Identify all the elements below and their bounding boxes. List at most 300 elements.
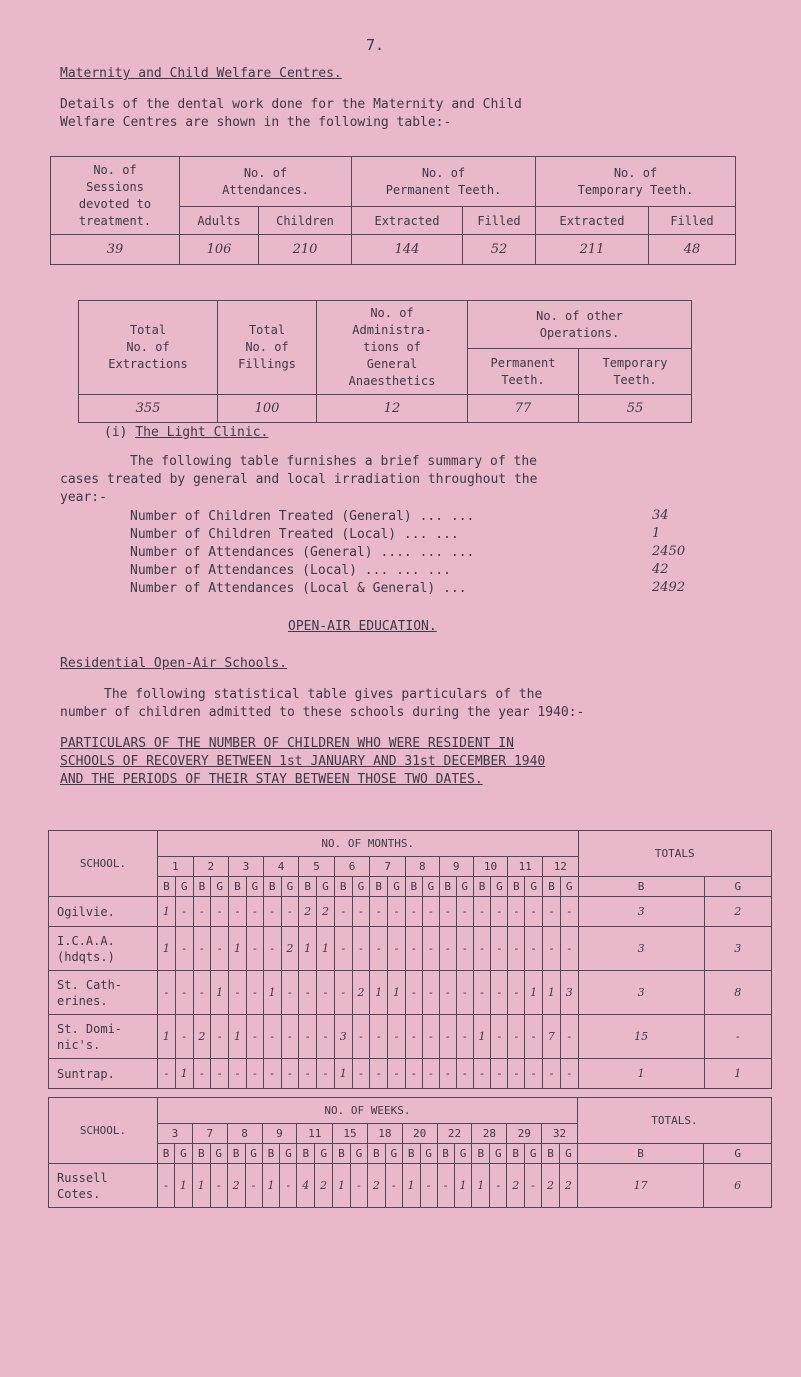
- count-cell: -: [491, 927, 508, 971]
- table-row: [49, 1059, 772, 1089]
- girls-header: G: [211, 877, 229, 897]
- count-cell: 1: [388, 971, 406, 1015]
- total-girls-cell: 6: [704, 1164, 772, 1208]
- count-cell: -: [334, 927, 352, 971]
- count-cell: 7: [543, 1015, 561, 1059]
- school-header: SCHOOL.: [49, 831, 158, 897]
- fillings-header: [218, 301, 317, 395]
- count-cell: -: [525, 1015, 543, 1059]
- count-cell: -: [317, 971, 335, 1015]
- count-cell: -: [211, 897, 229, 927]
- month-header: 2: [193, 857, 229, 877]
- other-operations-header: [468, 301, 692, 349]
- girls-header: G: [352, 877, 370, 897]
- count-cell: -: [560, 1015, 578, 1059]
- week-header: 11: [297, 1124, 333, 1144]
- intro-line-1: Details of the dental work done for the Maternity and Child: [60, 97, 522, 112]
- count-cell: 1: [333, 1164, 351, 1208]
- count-cell: 1: [229, 927, 247, 971]
- count-cell: -: [229, 1059, 247, 1089]
- month-header: 6: [334, 857, 370, 877]
- week-header: 18: [367, 1124, 402, 1144]
- total-boys-cell: 3: [578, 971, 704, 1015]
- month-header: 5: [299, 857, 335, 877]
- open-air-heading: OPEN-AIR EDUCATION.: [288, 619, 437, 634]
- girls-header: G: [490, 1144, 507, 1164]
- girls-header: G: [280, 1144, 297, 1164]
- count-cell: -: [473, 971, 491, 1015]
- light-clinic-heading-line: [104, 425, 268, 440]
- header-line: Sessions: [86, 179, 144, 194]
- count-cell: -: [388, 927, 406, 971]
- light-clinic-label: Number of Attendances (Local & General) ...: [130, 581, 467, 596]
- count-cell: -: [263, 897, 281, 927]
- boys-header: B: [402, 1144, 420, 1164]
- count-cell: 1: [473, 1015, 491, 1059]
- light-clinic-label: Number of Attendances (Local) ... ... ...: [130, 563, 451, 578]
- school-name-line: (hdqts.): [57, 949, 115, 964]
- count-cell: 1: [262, 1164, 280, 1208]
- count-cell: -: [388, 1059, 406, 1089]
- count-cell: -: [560, 1059, 578, 1089]
- girls-header: G: [175, 877, 193, 897]
- girls-header: G: [210, 1144, 227, 1164]
- count-cell: -: [405, 1059, 422, 1089]
- count-cell: -: [543, 897, 561, 927]
- count-cell: -: [352, 897, 370, 927]
- boys-header: B: [297, 1144, 315, 1164]
- count-cell: -: [370, 1059, 388, 1089]
- count-cell: -: [175, 1015, 193, 1059]
- count-cell: -: [158, 1059, 176, 1089]
- count-cell: -: [193, 927, 211, 971]
- school-header: SCHOOL.: [49, 1098, 158, 1164]
- boys-header: B: [473, 877, 491, 897]
- residential-intro-2: number of children admitted to these schools during the year 1940:-: [60, 705, 585, 720]
- count-cell: -: [560, 897, 578, 927]
- light-clinic-value: 2450: [652, 544, 686, 559]
- header-line: No. of: [245, 340, 289, 354]
- count-cell: 1: [158, 897, 176, 927]
- light-clinic-value: 1: [652, 526, 661, 541]
- header-line: Fillings: [238, 357, 296, 371]
- weeks-header: NO. OF WEEKS.: [158, 1098, 578, 1124]
- school-name: [49, 927, 158, 971]
- count-cell: -: [334, 897, 352, 927]
- count-cell: -: [350, 1164, 367, 1208]
- girls-header: G: [388, 877, 406, 897]
- weeks-table: [48, 1097, 772, 1208]
- count-cell: -: [525, 897, 543, 927]
- count-cell: 2: [299, 897, 317, 927]
- residential-intro-1: The following statistical table gives particulars of the: [104, 687, 543, 702]
- count-cell: 1: [334, 1059, 352, 1089]
- count-cell: -: [263, 1059, 281, 1089]
- count-cell: -: [422, 927, 439, 971]
- sessions-header: [51, 157, 180, 235]
- sub-header: Adults: [180, 207, 259, 235]
- week-header: 28: [472, 1124, 507, 1144]
- month-header: 1: [158, 857, 194, 877]
- count-cell: -: [246, 1015, 263, 1059]
- girls-header: G: [560, 877, 578, 897]
- count-cell: -: [211, 1015, 229, 1059]
- count-cell: 1: [158, 927, 176, 971]
- count-cell: 1: [175, 1164, 193, 1208]
- count-cell: -: [211, 1059, 229, 1089]
- totals-header: TOTALS.: [577, 1098, 771, 1144]
- attendances-header: [180, 157, 352, 207]
- count-cell: -: [245, 1164, 262, 1208]
- boys-header: B: [439, 877, 456, 897]
- count-cell: 1: [158, 1015, 176, 1059]
- count-cell: -: [246, 1059, 263, 1089]
- count-cell: -: [456, 1059, 473, 1089]
- month-header: 12: [543, 857, 579, 877]
- week-header: 22: [437, 1124, 472, 1144]
- total-girls-cell: 2: [704, 897, 771, 927]
- count-cell: -: [317, 1015, 335, 1059]
- count-cell: -: [473, 927, 491, 971]
- count-cell: -: [456, 1015, 473, 1059]
- count-cell: -: [193, 1059, 211, 1089]
- boys-header: B: [508, 877, 525, 897]
- count-cell: -: [508, 1015, 525, 1059]
- count-cell: 1: [370, 971, 388, 1015]
- count-cell: -: [422, 971, 439, 1015]
- count-cell: -: [491, 971, 508, 1015]
- header-line: Extractions: [108, 357, 188, 371]
- count-cell: 1: [454, 1164, 472, 1208]
- count-cell: 2: [367, 1164, 385, 1208]
- count-cell: -: [370, 927, 388, 971]
- count-cell: -: [175, 927, 193, 971]
- girls-header: G: [456, 877, 473, 897]
- count-cell: -: [525, 1059, 543, 1089]
- school-name-line: nic's.: [57, 1037, 101, 1052]
- count-cell: 1: [472, 1164, 490, 1208]
- particulars-heading-1: PARTICULARS OF THE NUMBER OF CHILDREN WHO WERE RESIDENT IN: [60, 736, 514, 751]
- boys-header: B: [370, 877, 388, 897]
- boys-header: B: [472, 1144, 490, 1164]
- boys-header: B: [405, 877, 422, 897]
- page-number: 7.: [366, 36, 385, 54]
- light-clinic-intro-3: year:-: [60, 490, 107, 505]
- count-cell: 1: [229, 1015, 247, 1059]
- count-cell: -: [473, 1059, 491, 1089]
- count-cell: 2: [193, 1015, 211, 1059]
- count-cell: -: [456, 971, 473, 1015]
- boys-header: B: [158, 877, 176, 897]
- week-header: 8: [227, 1124, 262, 1144]
- month-header: 4: [263, 857, 299, 877]
- sub-header: Extracted: [352, 207, 463, 235]
- count-cell: -: [229, 897, 247, 927]
- light-clinic-intro-1: The following table furnishes a brief summary of the: [130, 454, 537, 469]
- count-cell: 1: [543, 971, 561, 1015]
- count-cell: 2: [315, 1164, 333, 1208]
- count-cell: -: [405, 1015, 422, 1059]
- count-cell: -: [175, 897, 193, 927]
- boys-header: B: [227, 1144, 245, 1164]
- boys-header: B: [507, 1144, 525, 1164]
- count-cell: -: [317, 1059, 335, 1089]
- header-line: No. of: [421, 165, 466, 180]
- school-name: [49, 1059, 158, 1089]
- count-cell: 1: [192, 1164, 210, 1208]
- month-header: 9: [439, 857, 473, 877]
- light-clinic-heading: The Light Clinic.: [135, 425, 269, 440]
- count-cell: -: [175, 971, 193, 1015]
- header-line: Total: [248, 323, 286, 337]
- school-name-line: Russell: [57, 1170, 108, 1185]
- count-cell: -: [422, 1059, 439, 1089]
- count-cell: -: [246, 897, 263, 927]
- count-cell: -: [193, 897, 211, 927]
- count-cell: -: [439, 1015, 456, 1059]
- boys-header: B: [263, 877, 281, 897]
- school-name-line: St. Domi-: [57, 1021, 123, 1036]
- count-cell: -: [299, 971, 317, 1015]
- count-cell: -: [352, 1059, 370, 1089]
- months-table: [48, 830, 772, 1089]
- light-clinic-value: 2492: [652, 580, 686, 595]
- week-header: 20: [402, 1124, 437, 1144]
- months-header: NO. OF MONTHS.: [158, 831, 579, 857]
- count-cell: -: [543, 1059, 561, 1089]
- count-cell: -: [281, 971, 299, 1015]
- week-header: 32: [542, 1124, 578, 1144]
- count-cell: -: [281, 897, 299, 927]
- girls-header: G: [315, 1144, 333, 1164]
- header-line: Anaesthetics: [348, 374, 436, 388]
- residential-heading: Residential Open-Air Schools.: [60, 656, 287, 671]
- temporary-teeth-subheader: [579, 349, 692, 395]
- header-line: devoted to: [78, 196, 152, 211]
- count-cell: 1: [175, 1059, 193, 1089]
- count-cell: -: [456, 927, 473, 971]
- count-cell: -: [281, 1059, 299, 1089]
- count-cell: -: [246, 971, 263, 1015]
- school-name-line: Suntrap.: [57, 1066, 115, 1081]
- count-cell: -: [439, 1059, 456, 1089]
- header-line: General: [366, 357, 418, 371]
- count-cell: -: [490, 1164, 507, 1208]
- count-cell: -: [388, 897, 406, 927]
- count-cell: -: [508, 927, 525, 971]
- count-cell: -: [491, 1015, 508, 1059]
- count-cell: -: [193, 971, 211, 1015]
- count-cell: 2: [352, 971, 370, 1015]
- header-line: Attendances.: [222, 182, 309, 197]
- sub-header: Filled: [463, 207, 536, 235]
- boys-header: B: [367, 1144, 385, 1164]
- header-line: Permanent: [490, 355, 556, 370]
- value-cell: 355: [79, 395, 218, 423]
- count-cell: 2: [281, 927, 299, 971]
- total-boys-cell: 17: [577, 1164, 704, 1208]
- header-line: Teeth.: [501, 372, 545, 387]
- count-cell: -: [385, 1164, 402, 1208]
- month-header: 8: [405, 857, 439, 877]
- school-name-line: St. Cath-: [57, 977, 123, 992]
- girls-header: G: [175, 1144, 193, 1164]
- count-cell: -: [229, 971, 247, 1015]
- total-girls-cell: 8: [704, 971, 771, 1015]
- count-cell: -: [405, 897, 422, 927]
- count-cell: -: [491, 897, 508, 927]
- girls-header: G: [245, 1144, 262, 1164]
- count-cell: 1: [525, 971, 543, 1015]
- intro-line-2: Welfare Centres are shown in the following table:-: [60, 115, 452, 130]
- table-row: [49, 971, 772, 1015]
- count-cell: -: [508, 971, 525, 1015]
- count-cell: -: [370, 1015, 388, 1059]
- header-line: Operations.: [539, 325, 620, 340]
- count-cell: -: [263, 927, 281, 971]
- girls-header: G: [491, 877, 508, 897]
- week-header: 9: [262, 1124, 297, 1144]
- count-cell: -: [352, 1015, 370, 1059]
- total-girls-cell: 1: [704, 1059, 771, 1089]
- boys-header: B: [192, 1144, 210, 1164]
- count-cell: -: [388, 1015, 406, 1059]
- sub-header: Filled: [649, 207, 736, 235]
- count-cell: -: [560, 927, 578, 971]
- count-cell: -: [420, 1164, 437, 1208]
- header-line: Administra-: [352, 323, 432, 337]
- count-cell: 2: [559, 1164, 577, 1208]
- count-cell: -: [508, 897, 525, 927]
- extractions-header: [79, 301, 218, 395]
- count-cell: -: [422, 897, 439, 927]
- temporary-teeth-header: [536, 157, 736, 207]
- week-header: 15: [333, 1124, 368, 1144]
- header-line: Temporary Teeth.: [577, 182, 694, 197]
- count-cell: -: [439, 971, 456, 1015]
- total-girls-cell: -: [704, 1015, 771, 1059]
- count-cell: 1: [299, 927, 317, 971]
- light-clinic-label: Number of Children Treated (Local) ... ...: [130, 527, 459, 542]
- count-cell: -: [437, 1164, 454, 1208]
- count-cell: -: [246, 927, 263, 971]
- school-name: [49, 1164, 158, 1208]
- header-line: Total: [129, 323, 167, 337]
- value-cell: 211: [536, 235, 649, 265]
- week-header: 29: [507, 1124, 542, 1144]
- value-cell: 12: [317, 395, 468, 423]
- value-cell: 39: [51, 235, 180, 265]
- count-cell: -: [263, 1015, 281, 1059]
- count-cell: 1: [211, 971, 229, 1015]
- count-cell: -: [281, 1015, 299, 1059]
- count-cell: -: [158, 971, 176, 1015]
- boys-header: B: [158, 1144, 175, 1164]
- header-line: treatment.: [78, 213, 152, 228]
- girls-header: G: [454, 1144, 472, 1164]
- particulars-heading-2: SCHOOLS OF RECOVERY BETWEEN 1st JANUARY AND 31st DECEMBER 1940: [60, 754, 546, 769]
- table-row: [49, 927, 772, 971]
- school-name-line: erines.: [57, 993, 108, 1008]
- count-cell: 2: [317, 897, 335, 927]
- count-cell: -: [491, 1059, 508, 1089]
- school-name-line: Ogilvie.: [57, 904, 115, 919]
- count-cell: -: [352, 927, 370, 971]
- header-line: tions of: [363, 340, 421, 354]
- week-header: 3: [158, 1124, 193, 1144]
- count-cell: -: [525, 927, 543, 971]
- value-cell: 52: [463, 235, 536, 265]
- count-cell: 2: [542, 1164, 560, 1208]
- girls-header: G: [525, 1144, 542, 1164]
- count-cell: -: [405, 971, 422, 1015]
- permanent-teeth-header: [352, 157, 536, 207]
- count-cell: -: [508, 1059, 525, 1089]
- total-boys-cell: 3: [578, 927, 704, 971]
- boys-header: B: [543, 877, 561, 897]
- header-line: No. of: [93, 162, 137, 177]
- boys-header: B: [262, 1144, 280, 1164]
- sub-header: Children: [259, 207, 352, 235]
- boys-header: B: [299, 877, 317, 897]
- light-clinic-label: Number of Attendances (General) .... ... ...: [130, 545, 475, 560]
- girls-header: G: [525, 877, 543, 897]
- value-cell: 77: [468, 395, 579, 423]
- table-row: [49, 1164, 772, 1208]
- header-line: Teeth.: [613, 372, 657, 387]
- count-cell: -: [439, 927, 456, 971]
- count-cell: -: [473, 897, 491, 927]
- count-cell: -: [456, 897, 473, 927]
- count-cell: -: [543, 927, 561, 971]
- boys-header: B: [577, 1144, 704, 1164]
- count-cell: 4: [297, 1164, 315, 1208]
- count-cell: -: [370, 897, 388, 927]
- count-cell: 2: [227, 1164, 245, 1208]
- count-cell: 2: [507, 1164, 525, 1208]
- header-line: No. of: [613, 165, 658, 180]
- count-cell: -: [439, 897, 456, 927]
- total-girls-cell: 3: [704, 927, 771, 971]
- section-heading: Maternity and Child Welfare Centres.: [60, 66, 342, 81]
- anaesthetics-header: [317, 301, 468, 395]
- light-clinic-value: 42: [652, 562, 669, 577]
- total-boys-cell: 3: [578, 897, 704, 927]
- boys-header: B: [542, 1144, 560, 1164]
- month-header: 3: [229, 857, 264, 877]
- count-cell: 3: [560, 971, 578, 1015]
- boys-header: B: [334, 877, 352, 897]
- count-cell: -: [422, 1015, 439, 1059]
- value-cell: 106: [180, 235, 259, 265]
- school-name: [49, 971, 158, 1015]
- school-name-line: I.C.A.A.: [57, 933, 115, 948]
- girls-header: G: [350, 1144, 367, 1164]
- value-cell: 210: [259, 235, 352, 265]
- count-cell: 1: [402, 1164, 420, 1208]
- particulars-heading-3: AND THE PERIODS OF THEIR STAY BETWEEN THOSE TWO DATES.: [60, 772, 483, 787]
- dental-table-1: [50, 156, 736, 265]
- table-row: [49, 1015, 772, 1059]
- girls-header: G: [422, 877, 439, 897]
- month-header: 10: [473, 857, 508, 877]
- boys-header: B: [333, 1144, 351, 1164]
- month-header: 7: [370, 857, 406, 877]
- count-cell: -: [280, 1164, 297, 1208]
- count-cell: 1: [317, 927, 335, 971]
- header-line: Temporary: [602, 355, 668, 370]
- dental-table-2: [78, 300, 692, 423]
